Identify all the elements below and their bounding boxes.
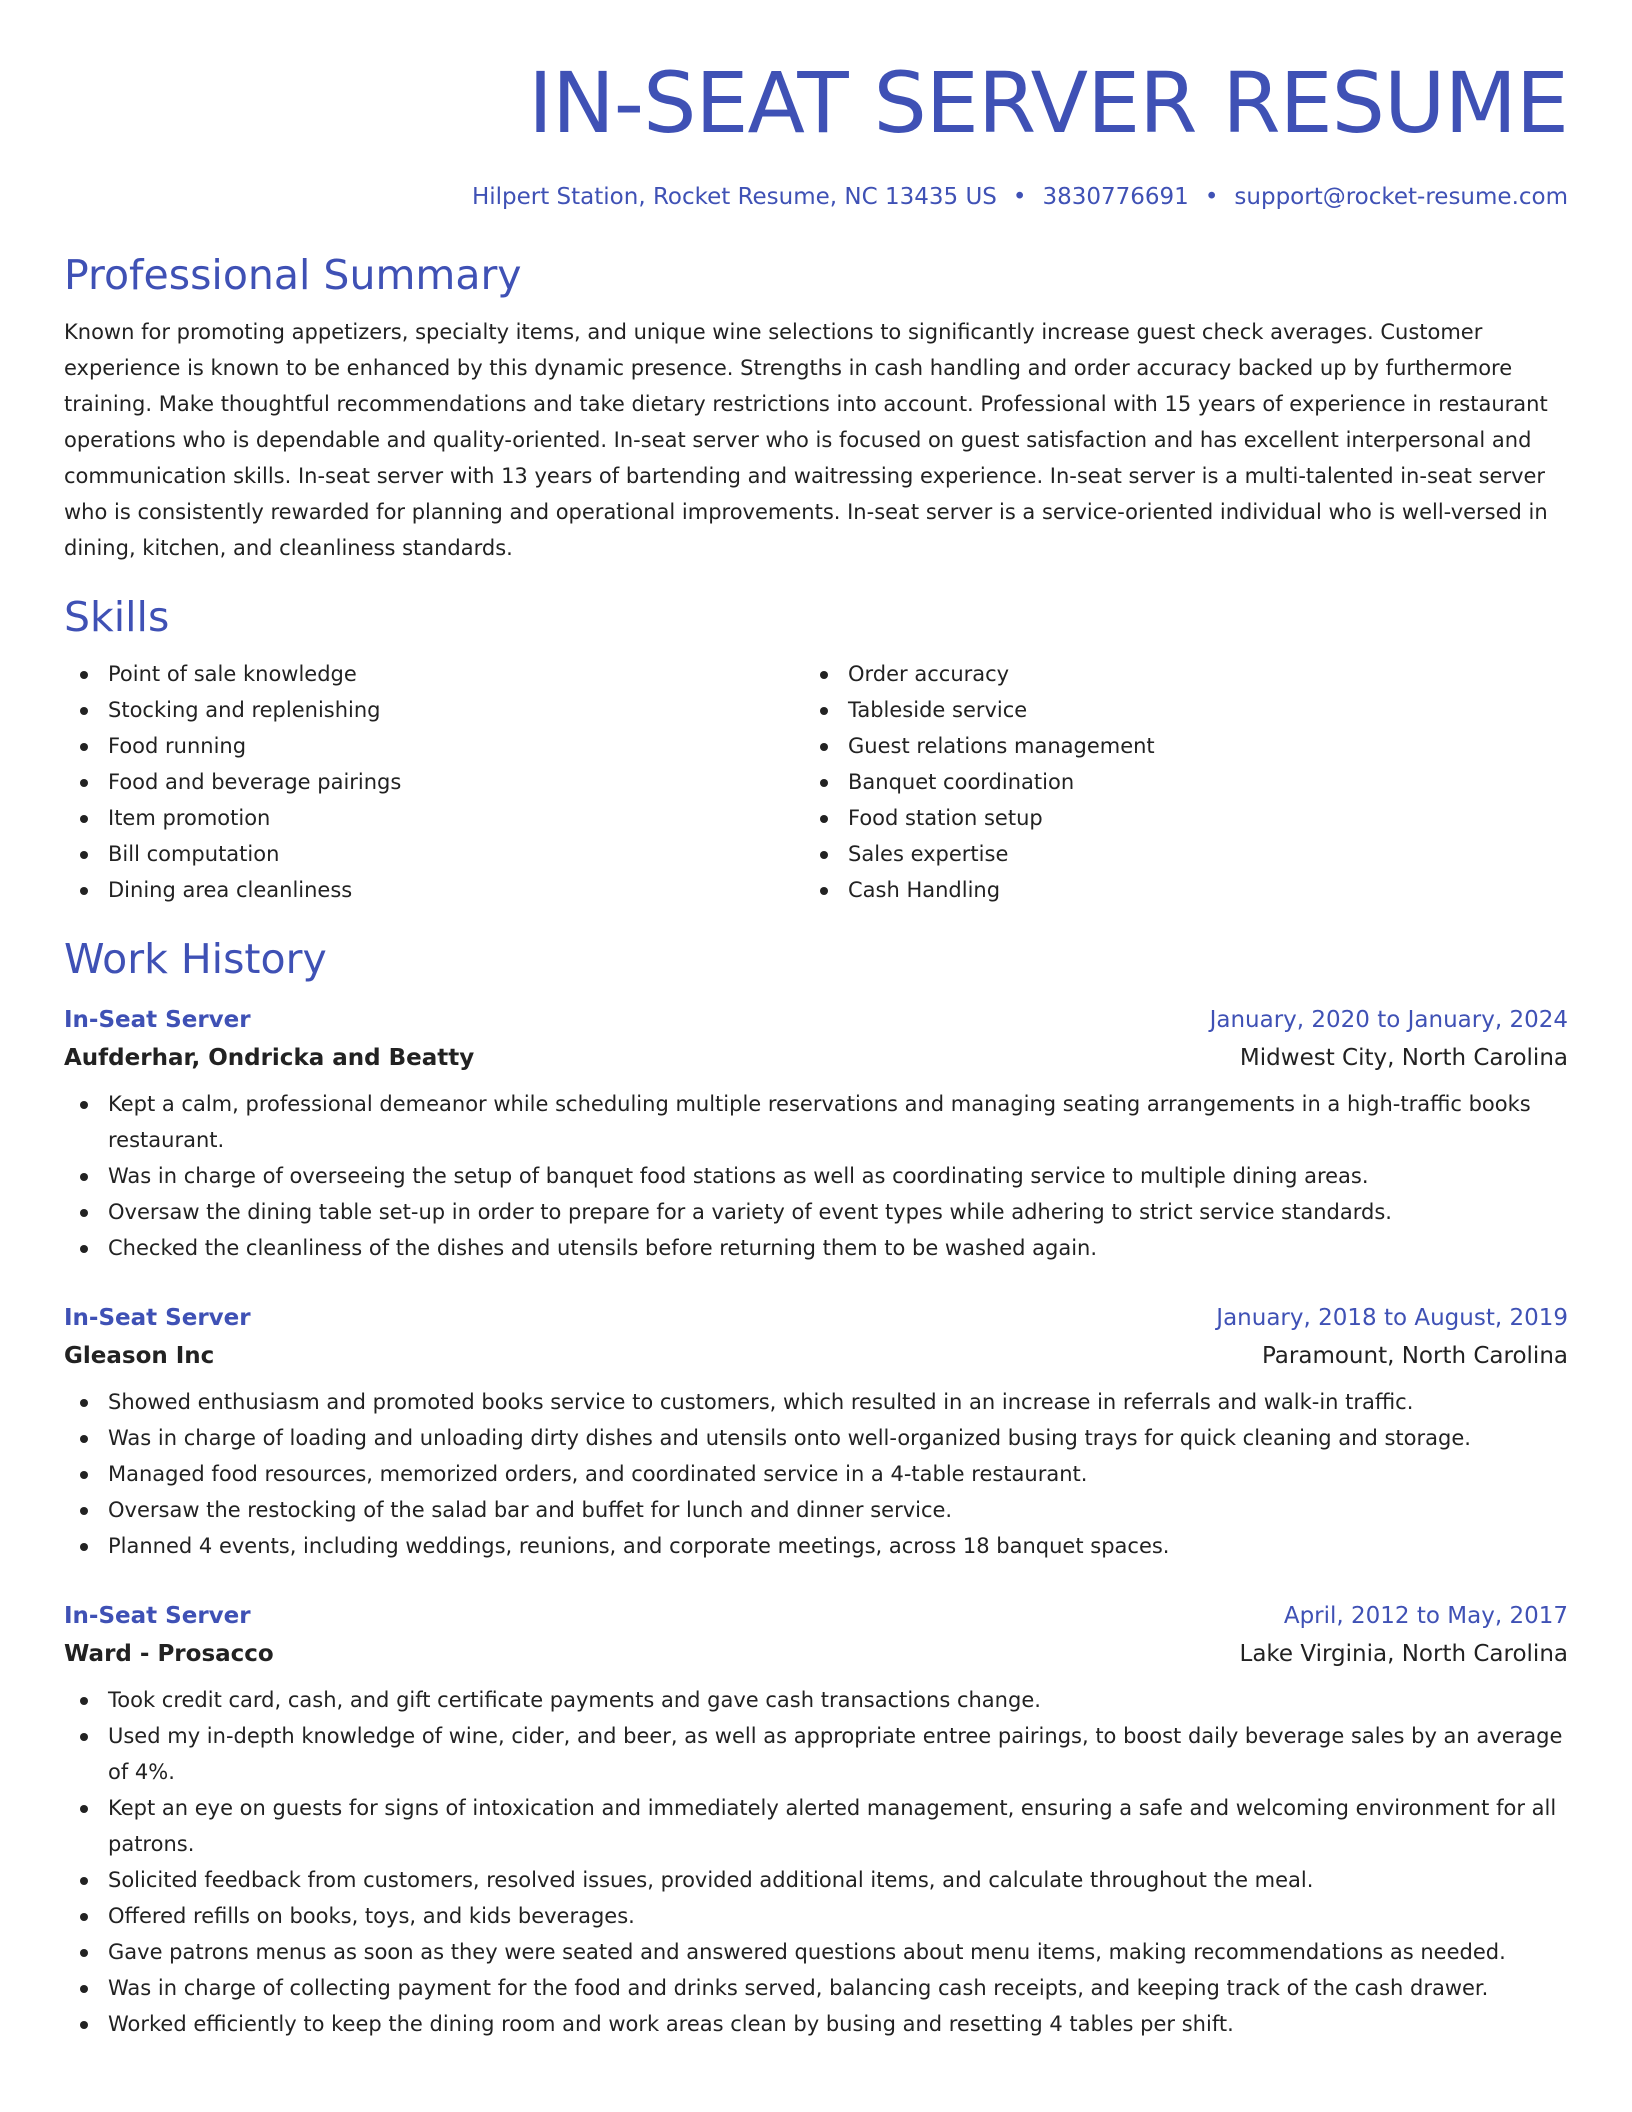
job-company: Aufderhar, Ondricka and Beatty (64, 1045, 475, 1071)
contact-separator: • (1012, 184, 1027, 210)
skill-item: Sales expertise (804, 836, 1544, 872)
job-duty: Worked efficiently to keep the dining room and work areas clean by busing and resetting 4 tables per shift. (64, 2006, 1568, 2042)
job-duty: Oversaw the dining table set-up in order to prepare for a variety of event types while adhering to strict service standards. (64, 1194, 1568, 1230)
summary-text: Known for promoting appetizers, specialty items, and unique wine selections to significantly increase guest check averages. Customer experience is known to be enhanced by this dynamic presence. Strengths in cash handling and order accuracy backed up by furthermore training. Make thoughtful recommendations and take dietary restrictions into account. Professional with 15 years of experience in restaurant operations who is dependable and quality-oriented. In-seat server who is focused on guest satisfaction and has excellent interpersonal and communication skills. In-seat server with 13 years of bartending and waitressing experience. In-seat server is a multi-talented in-seat server who is consistently rewarded for planning and operational improvements. In-seat server is a service-oriented individual who is well-versed in dining, kitchen, and cleanliness standards. (64, 320, 1548, 560)
skill-item: Item promotion (64, 800, 804, 836)
job-entry (64, 1300, 1568, 1564)
resume-header (64, 48, 1568, 212)
job-duty: Solicited feedback from customers, resolved issues, provided additional items, and calculate throughout the meal. (64, 1862, 1568, 1898)
job-duty: Kept an eye on guests for signs of intoxication and immediately alerted management, ensuring a safe and welcoming environment for all patrons. (64, 1790, 1568, 1862)
summary-heading: Professional Summary (64, 251, 522, 299)
skill-item: Bill computation (64, 836, 804, 872)
skill-item: Food station setup (804, 800, 1544, 836)
job-header-row (64, 1598, 1568, 1634)
resume-title: IN-SEAT SERVER RESUME (528, 54, 1568, 152)
job-duty: Took credit card, cash, and gift certificate payments and gave cash transactions change. (64, 1682, 1568, 1718)
job-duty: Used my in-depth knowledge of wine, cider, and beer, as well as appropriate entree pairings, to boost daily beverage sales by an average of 4%. (64, 1718, 1568, 1790)
job-duty: Planned 4 events, including weddings, reunions, and corporate meetings, across 18 banquet spaces. (64, 1528, 1568, 1564)
contact-email: support@rocket-resume.com (1234, 184, 1568, 210)
skill-item: Food and beverage pairings (64, 764, 804, 800)
skill-item: Tableside service (804, 692, 1544, 728)
job-company: Ward - Prosacco (64, 1641, 274, 1667)
job-duty: Gave patrons menus as soon as they were seated and answered questions about menu items, making recommendations as needed. (64, 1934, 1568, 1970)
job-duty: Was in charge of collecting payment for the food and drinks served, balancing cash receipts, and keeping track of the cash drawer. (64, 1970, 1568, 2006)
job-header-row (64, 1002, 1568, 1038)
job-location: Midwest City, North Carolina (1239, 1045, 1568, 1071)
contact-line (64, 182, 1568, 212)
contact-phone: 3830776691 (1042, 184, 1189, 210)
job-duty: Kept a calm, professional demeanor while scheduling multiple reservations and managing seating arrangements in a high-traffic books restaurant. (64, 1086, 1568, 1158)
job-duty: Oversaw the restocking of the salad bar and buffet for lunch and dinner service. (64, 1492, 1568, 1528)
job-duty: Was in charge of overseeing the setup of banquet food stations as well as coordinating service to multiple dining areas. (64, 1158, 1568, 1194)
job-dates: April, 2012 to May, 2017 (1283, 1603, 1568, 1629)
job-location: Paramount, North Carolina (1261, 1343, 1568, 1369)
job-duty: Offered refills on books, toys, and kids beverages. (64, 1898, 1568, 1934)
job-duty: Managed food resources, memorized orders, and coordinated service in a 4-table restaurant. (64, 1456, 1568, 1492)
job-company-row (64, 1634, 1568, 1674)
skill-item: Stocking and replenishing (64, 692, 804, 728)
job-title: In-Seat Server (64, 1007, 251, 1033)
job-dates: January, 2018 to August, 2019 (1216, 1305, 1568, 1331)
job-company-row (64, 1336, 1568, 1376)
contact-separator: • (1204, 184, 1219, 210)
skill-item: Point of sale knowledge (64, 656, 804, 692)
job-duties-list (64, 1384, 1568, 1564)
skills-heading: Skills (64, 593, 170, 641)
skills-list (64, 656, 1568, 908)
job-duties-list (64, 1086, 1568, 1266)
job-location: Lake Virginia, North Carolina (1239, 1641, 1568, 1667)
job-entry (64, 1002, 1568, 1266)
job-entry (64, 1598, 1568, 2042)
skill-item: Dining area cleanliness (64, 872, 804, 908)
skill-item: Food running (64, 728, 804, 764)
job-title: In-Seat Server (64, 1603, 251, 1629)
skill-item: Order accuracy (804, 656, 1544, 692)
skill-item: Guest relations management (804, 728, 1544, 764)
contact-address: Hilpert Station, Rocket Resume, NC 13435 US (471, 184, 997, 210)
job-duty: Checked the cleanliness of the dishes and utensils before returning them to be washed again. (64, 1230, 1568, 1266)
skill-item: Cash Handling (804, 872, 1544, 908)
job-dates: January, 2020 to January, 2024 (1209, 1007, 1568, 1033)
skill-item: Banquet coordination (804, 764, 1544, 800)
skills-column-right (804, 656, 1544, 908)
job-header-row (64, 1300, 1568, 1336)
job-company-row (64, 1038, 1568, 1078)
work-history-heading: Work History (64, 935, 327, 983)
skills-column-left (64, 656, 804, 908)
job-duties-list (64, 1682, 1568, 2042)
job-company: Gleason Inc (64, 1343, 215, 1369)
job-duty: Was in charge of loading and unloading dirty dishes and utensils onto well-organized busing trays for quick cleaning and storage. (64, 1420, 1568, 1456)
job-duty: Showed enthusiasm and promoted books service to customers, which resulted in an increase in referrals and walk-in traffic. (64, 1384, 1568, 1420)
job-title: In-Seat Server (64, 1305, 251, 1331)
